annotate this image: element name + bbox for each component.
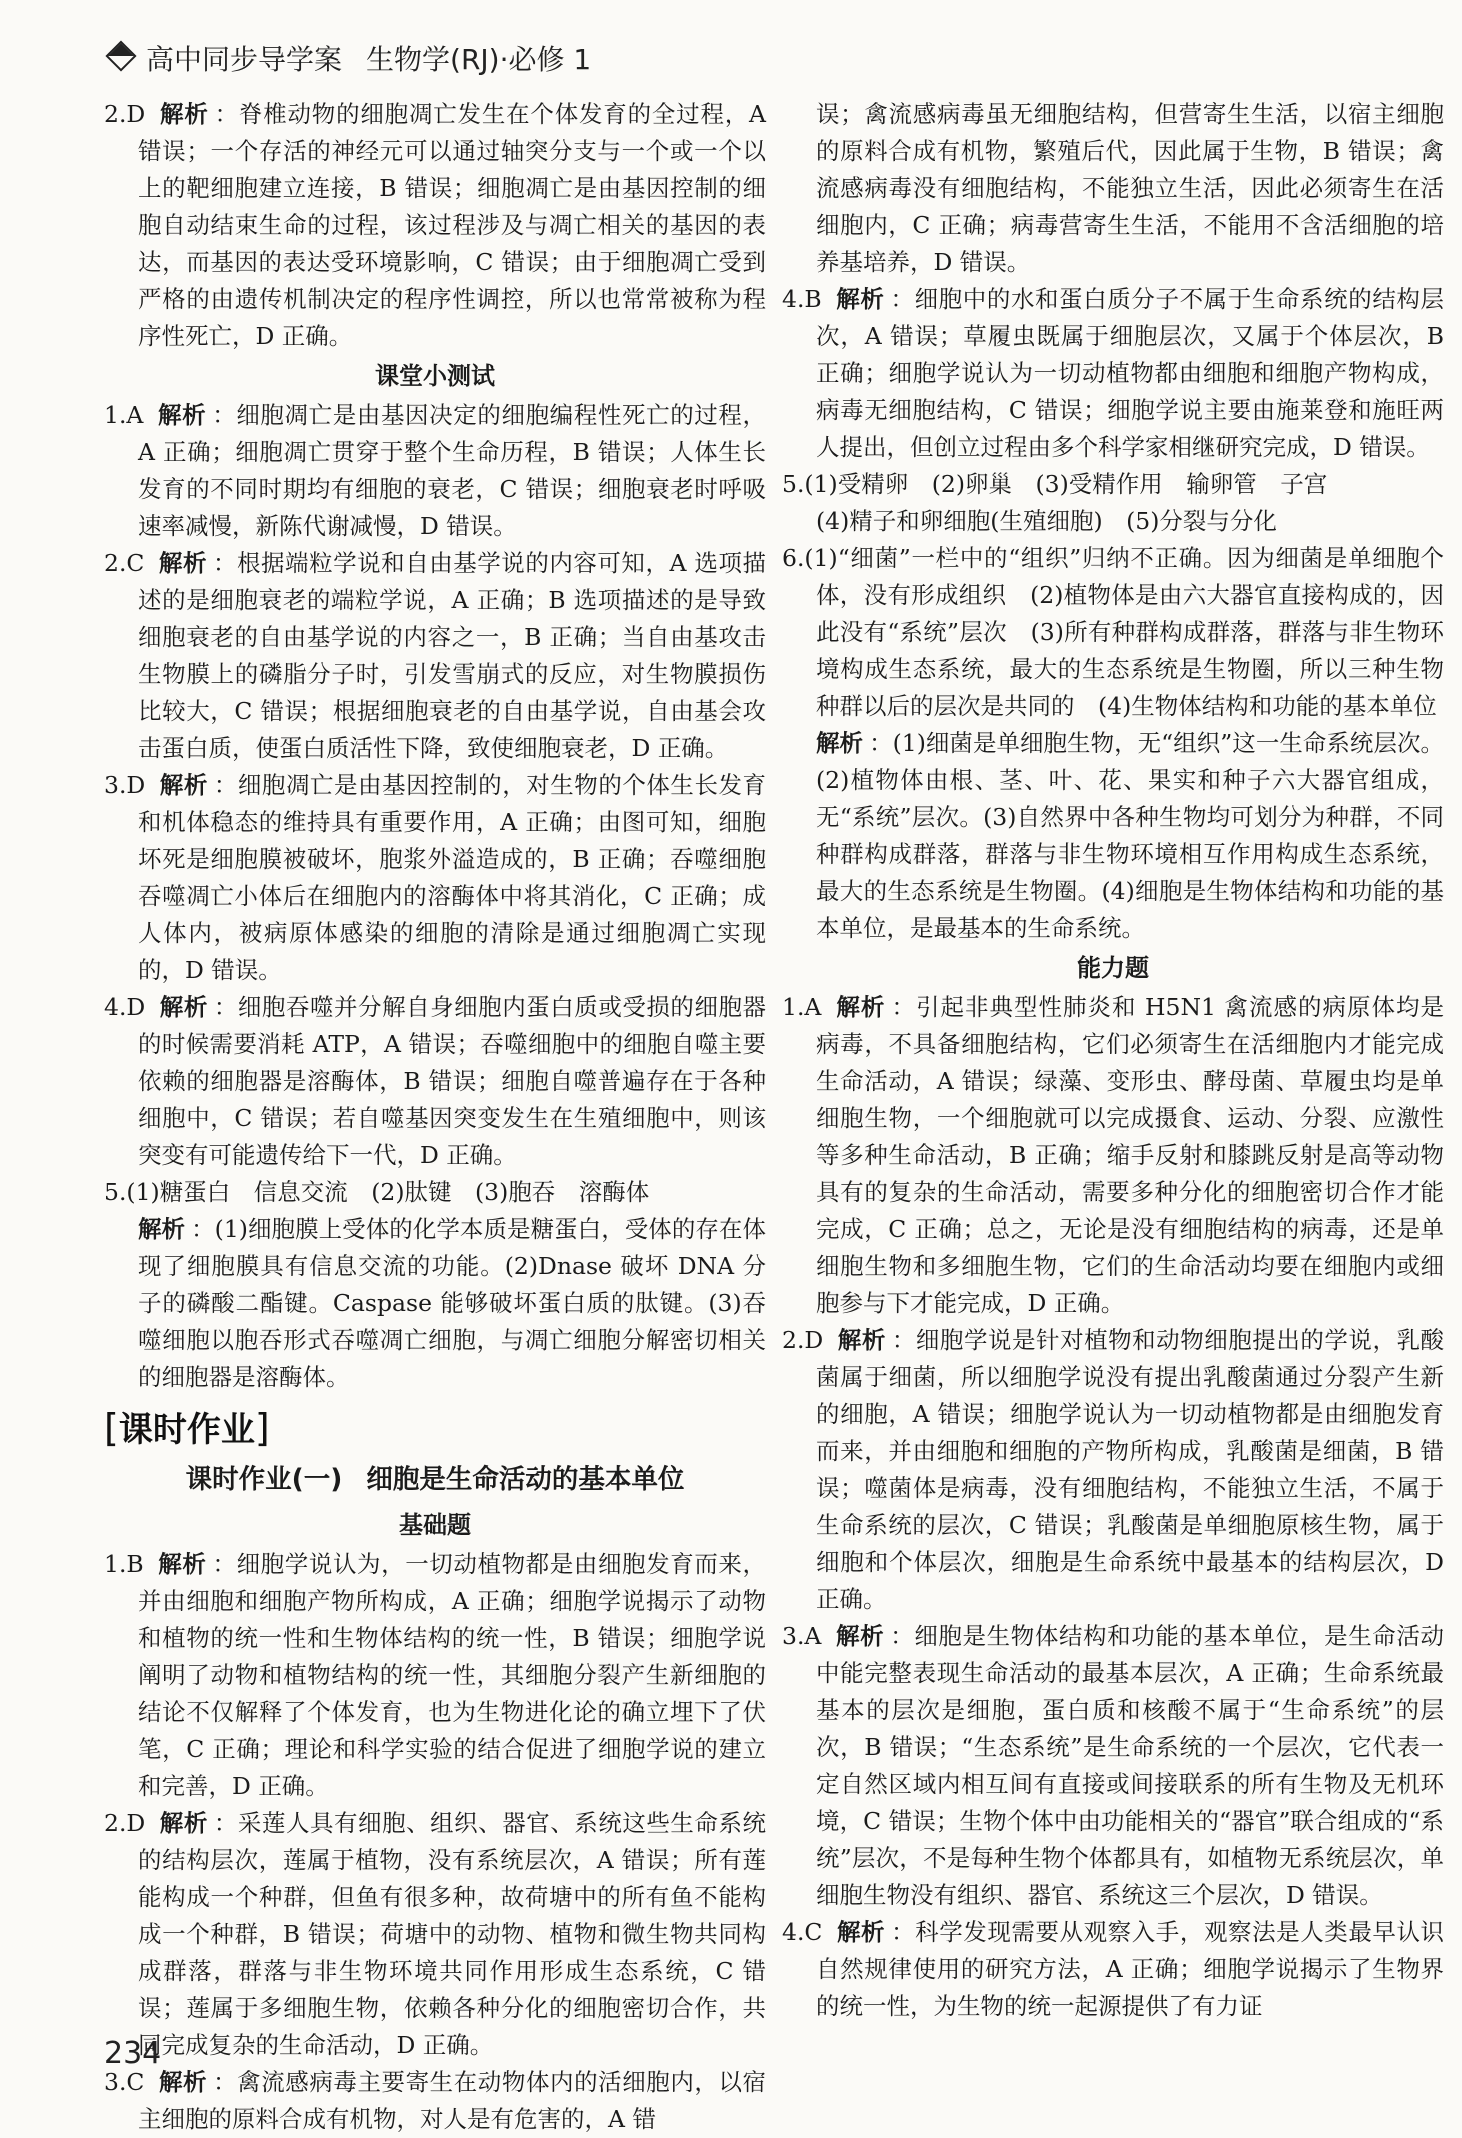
page-header: [104, 40, 1404, 80]
series-title: 高中同步导学案: [146, 43, 343, 76]
explanation: 解析 ：(1)细胞膜上受体的化学本质是糖蛋白，受体的存在体现了细胞膜具有信息交流的功能。(2)Dnase 破坏 DNA 分子的磷酸二酯键。Caspase 能够破坏蛋白质的肽键。(3)吞噬细胞以胞吞形式吞噬凋亡细胞，与凋亡细胞分解密切相关的细胞器是溶酶体。: [138, 1215, 767, 1391]
explanation: 解析 ：(1)细菌是单细胞生物，无“组织”这一生命系统层次。(2)植物体由根、茎、叶、花、果实和种子六大器官组成，无“系统”层次。(3)自然界中各种生物均可划分为种群，不同种群构成群落，群落与非生物环境相互作用构成生态系统，最大的生态系统是生物圈。(4)细胞是生物体结构和功能的基本单位，是最基本的生命系统。: [816, 729, 1444, 942]
answer-item: 2.D 解析 ：脊椎动物的细胞凋亡发生在个体发育的全过程，A 错误；一个存活的神经元可以通过轴突分支与一个或一个以上的靶细胞建立连接，B 错误；细胞凋亡是由基因控制的细胞自动结束生命的过程，该过程涉及与凋亡相关的基因的表达，而基因的表达受环境影响，C 错误；由于细胞凋亡受到严格的由遗传机制决定的程序性调控，所以也常常被称为程序性死亡，D 正确。: [104, 100, 766, 350]
section-title-ability: 能力题: [1077, 954, 1149, 982]
right-column: [782, 96, 1444, 2025]
section-title-basic: 基础题: [399, 1511, 471, 1539]
subject-title: 生物学(RJ)·必修 1: [366, 43, 592, 76]
diamond-icon: [105, 40, 136, 71]
answer-item: 1.B 解析 ：细胞学说认为，一切动植物都是由细胞发育而来，并由细胞和细胞产物所构成，A 正确；细胞学说揭示了动物和植物的统一性和生物体结构的统一性，B 错误；细胞学说阐明了动物和植物结构的统一性，其细胞分裂产生新细胞的结论不仅解释了个体发育，也为生物进化论的确立埋下了伏笔，C 正确；理论和科学实验的结合促进了细胞学说的建立和完善，D 正确。: [104, 1550, 767, 1800]
answer-item: 2.C 解析 ：根据端粒学说和自由基学说的内容可知，A 选项描述的是细胞衰老的端粒学说，A 正确；B 选项描述的是导致细胞衰老的自由基学说的内容之一，B 正确；当自由基攻击生物膜上的磷脂分子时，引发雪崩式的反应，对生物膜损伤比较大，C 错误；根据细胞衰老的自由基学说，自由基会攻击蛋白质，使蛋白质活性下降，致使细胞衰老，D 正确。: [104, 549, 766, 762]
answer-item: 4.B 解析 ：细胞中的水和蛋白质分子不属于生命系统的结构层次，A 错误；草履虫既属于细胞层次，又属于个体层次，B 正确；细胞学说认为一切动植物都由细胞和细胞产物构成，病毒无细胞结构，C 错误；细胞学说主要由施莱登和施旺两人提出，但创立过程由多个科学家相继研究完成，D 错误。: [782, 285, 1445, 461]
answer-item: 1.A 解析 ：细胞凋亡是由基因决定的细胞编程性死亡的过程，A 正确；细胞凋亡贯穿于整个生命历程，B 错误；人体生长发育的不同时期均有细胞的衰老，C 错误；细胞衰老时呼吸速率减慢，新陈代谢减慢，D 错误。: [104, 401, 767, 540]
lesson-title: 课时作业(一) 细胞是生命活动的基本单位: [185, 1464, 685, 1495]
answer-item: 4.C 解析 ：科学发现需要从观察入手，观察法是人类最早认识自然规律使用的研究方法，A 正确；细胞学说揭示了生物界的统一性，为生物的统一起源提供了有力证: [782, 1918, 1445, 2020]
answer-item: 3.A 解析 ：细胞是生物体结构和功能的基本单位，是生命活动中能完整表现生命活动的最基本层次，A 正确；生命系统最基本的层次是细胞，蛋白质和核酸不属于“生命系统”的层次，B 错误；“生态系统”是生命系统的一个层次，它代表一定自然区域内相互间有直接或间接联系的所有生物及无机环境，C 错误；生物个体中由功能相关的“器官”联合组成的“系统”层次，不是每种生物个体都具有，如植物无系统层次，单细胞生物没有组织、器官、系统这三个层次，D 错误。: [782, 1622, 1445, 1909]
answer-item: 1.A 解析 ：引起非典型性肺炎和 H5N1 禽流感的病原体均是病毒，不具备细胞结构，它们必须寄生在活细胞内才能完成生命活动，A 错误；绿藻、变形虫、酵母菌、草履虫均是单细胞生物，一个细胞就可以完成摄食、运动、分裂、应激性等多种生命活动，B 正确；缩手反射和膝跳反射是高等动物具有的复杂的生命活动，需要多种分化的细胞密切合作才能完成，C 正确；总之，无论是没有细胞结构的病毒，还是单细胞生物和多细胞生物，它们的生命活动均要在细胞内或细胞参与下才能完成，D 正确。: [782, 993, 1444, 1317]
continued-text: 误；禽流感病毒虽无细胞结构，但营寄生生活，以宿主细胞的原料合成有机物，繁殖后代，因此属于生物，B 错误；禽流感病毒没有细胞结构，不能独立生活，因此必须寄生在活细胞内，C 正确；病毒营寄生生活，不能用不含活细胞的培养基培养，D 错误。: [816, 100, 1444, 276]
answer-item: 5.(1)糖蛋白 信息交流 (2)肽键 (3)胞吞 溶酶体: [104, 1178, 650, 1206]
left-column: [104, 96, 766, 2138]
answer-item: 5.(1)受精卵 (2)卵巢 (3)受精作用 输卵管 子宫: [782, 470, 1328, 498]
answer-continuation: (4)精子和卵细胞(生殖细胞) (5)分裂与分化: [816, 507, 1277, 535]
page-number: 234: [104, 2036, 162, 2071]
answer-item: 3.C 解析 ：禽流感病毒主要寄生在动物体内的活细胞内，以宿主细胞的原料合成有机物，对人是有危害的，A 错: [104, 2068, 767, 2133]
answer-item: 4.D 解析 ：细胞吞噬并分解自身细胞内蛋白质或受损的细胞器的时候需要消耗 ATP，A 错误；吞噬细胞中的细胞自噬主要依赖的细胞器是溶酶体，B 错误；细胞自噬普遍存在于各种细胞中，C 错误；若自噬基因突变发生在生殖细胞中，则该突变有可能遗传给下一代，D 正确。: [104, 993, 767, 1169]
section-title-quiz: 课堂小测试: [375, 362, 495, 390]
answer-item: 6.(1)“细菌”一栏中的“组织”归纳不正确。因为细菌是单细胞个体，没有形成组织 (2)植物体是由六大器官直接构成的，因此没有“系统”层次 (3)所有种群构成群落，群落与非生物环境构成生态系统，最大的生态系统是生物圈，所以三种生物种群以后的层次是共同的 (4)生物体结构和功能的基本单位: [782, 544, 1444, 720]
answer-item: 2.D 解析 ：采莲人具有细胞、组织、器官、系统这些生命系统的结构层次，莲属于植物，没有系统层次，A 错误；所有莲能构成一个种群，但鱼有很多种，故荷塘中的所有鱼不能构成一个种群，B 错误；荷塘中的动物、植物和微生物共同构成群落，群落与非生物环境共同作用形成生态系统，C 错误；莲属于多细胞生物，依赖各种分化的细胞密切合作，共同完成复杂的生命活动，D 正确。: [104, 1809, 767, 2059]
answer-item: 2.D 解析 ：细胞学说是针对植物和动物细胞提出的学说，乳酸菌属于细菌，所以细胞学说没有提出乳酸菌通过分裂产生新的细胞，A 错误；细胞学说认为一切动植物都是由细胞发育而来，并由细胞和细胞的产物所构成，乳酸菌是细菌，B 错误；噬菌体是病毒，没有细胞结构，不能独立生活，不属于生命系统的层次，C 错误；乳酸菌是单细胞原核生物，属于细胞和个体层次，细胞是生命系统中最基本的结构层次，D 正确。: [782, 1326, 1445, 1613]
section-band-homework: [课时作业]: [104, 1406, 270, 1450]
answer-item: 3.D 解析 ：细胞凋亡是由基因控制的，对生物的个体生长发育和机体稳态的维持具有重要作用，A 正确；由图可知，细胞坏死是细胞膜被破坏，胞浆外溢造成的，B 正确；吞噬细胞吞噬凋亡小体后在细胞内的溶酶体中将其消化，C 正确；成人体内，被病原体感染的细胞的清除是通过细胞凋亡实现的，D 错误。: [104, 771, 767, 984]
